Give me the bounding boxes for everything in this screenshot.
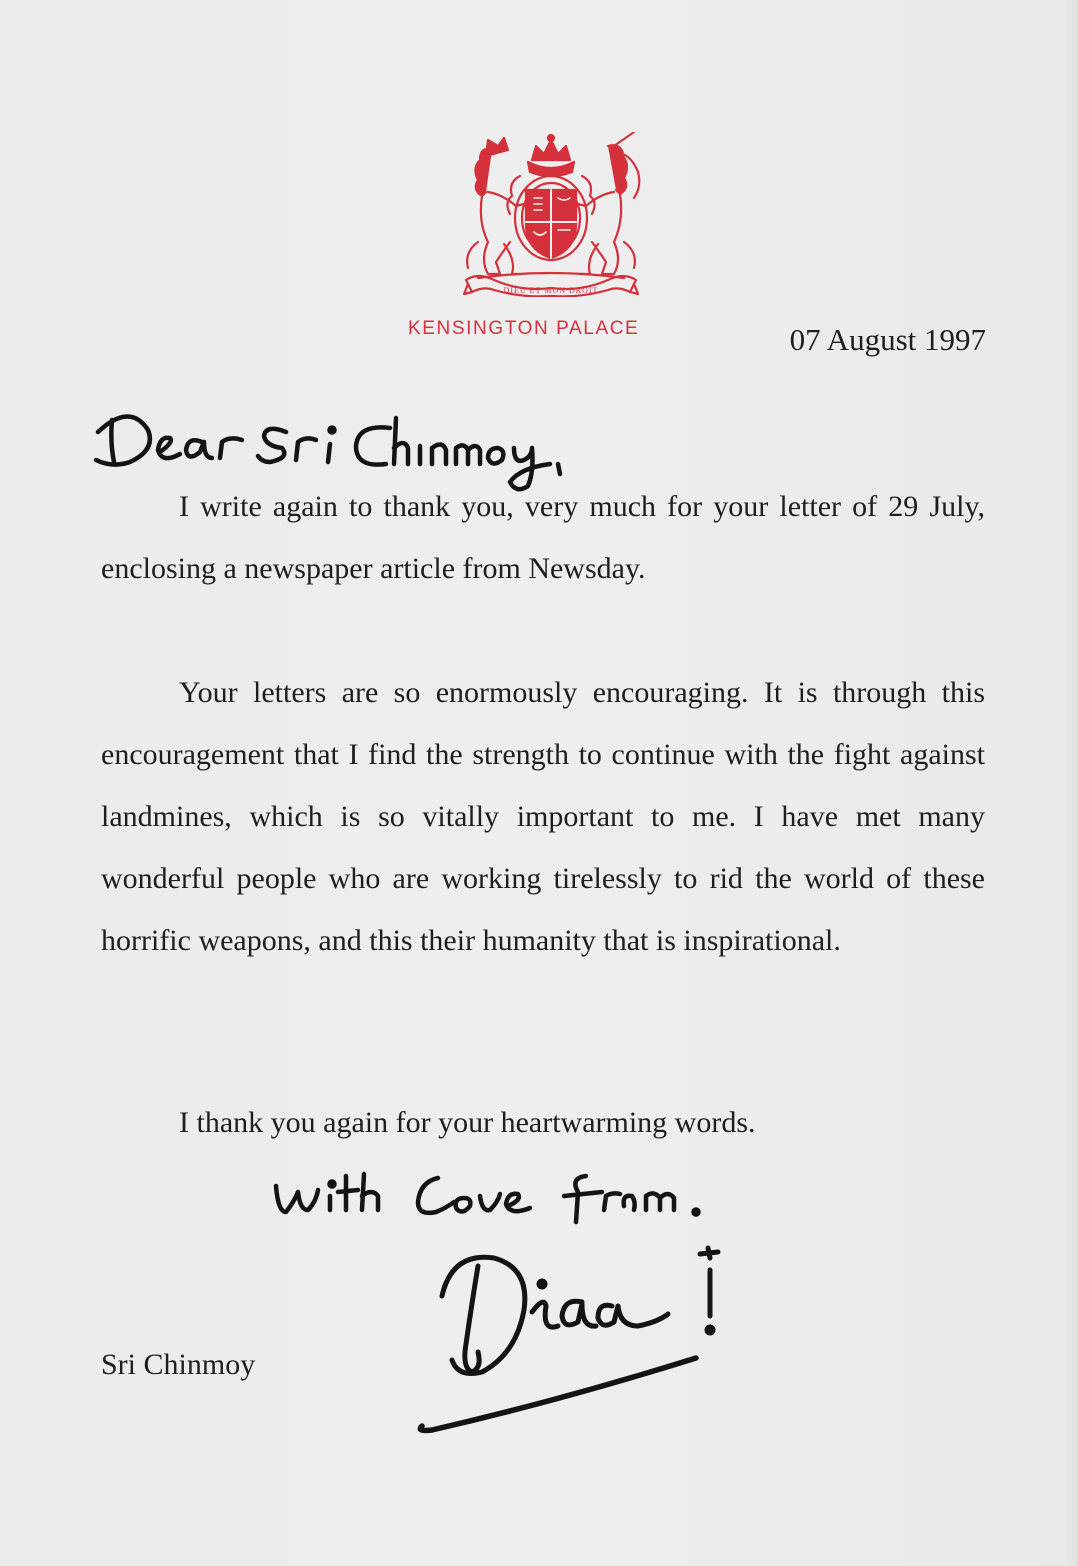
paragraph-1: I write again to thank you, very much for your letter of 29 July, enclosing a newspaper article from Newsday.	[101, 490, 985, 585]
handwritten-signature	[412, 1232, 732, 1442]
recipient-name: Sri Chinmoy	[101, 1348, 256, 1381]
page-edge-shadow	[1064, 0, 1078, 1566]
letter-date: 07 August 1997	[789, 322, 986, 357]
handwritten-closing	[268, 1162, 728, 1242]
crest-motto: DIEU ET MON DROIT	[503, 286, 599, 295]
paragraph-3: I thank you again for your heartwarming words.	[179, 1106, 756, 1139]
royal-coat-of-arms-icon	[458, 132, 644, 297]
palace-name: KENSINGTON PALACE	[408, 318, 640, 339]
paragraph-2: Your letters are so enormously encouraging. It is through this encouragement that I find the strength to continue with the fight against landmines, which is so vitally important to me. I have met many wonderful people who are working tirelessly to rid the world of these horrific weapons, and this their humanity that is inspirational.	[101, 676, 985, 957]
